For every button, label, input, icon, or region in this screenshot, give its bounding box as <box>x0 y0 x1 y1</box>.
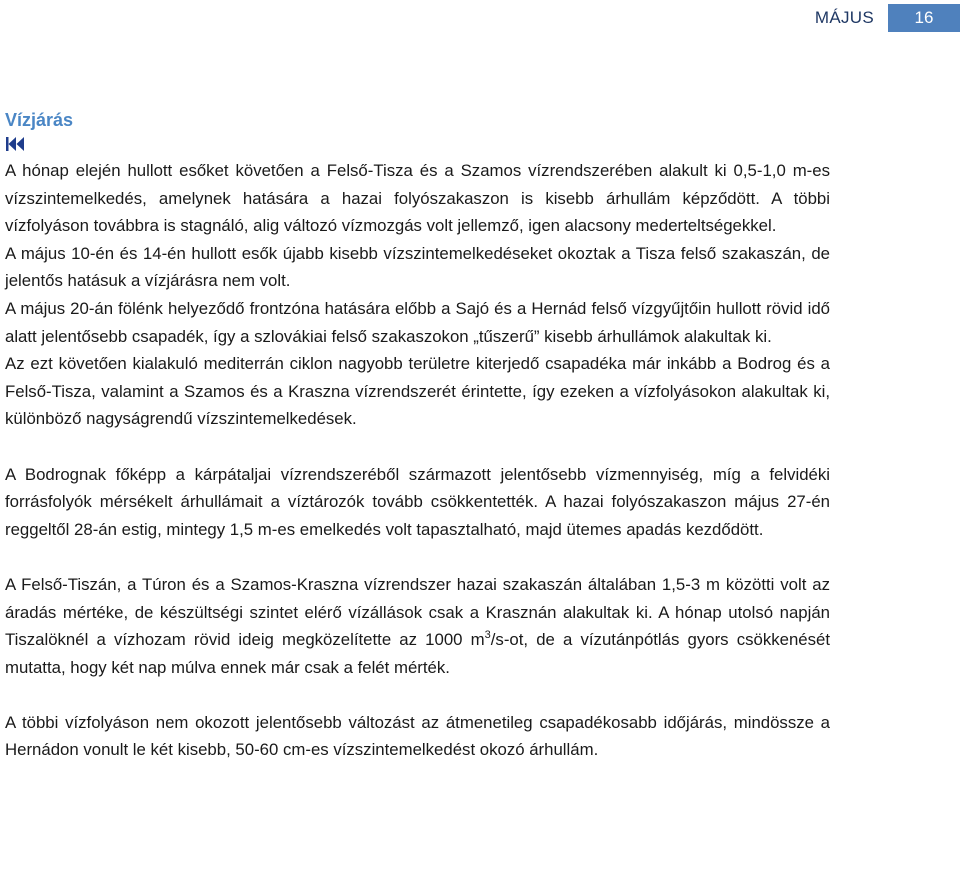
main-content <box>5 106 830 764</box>
paragraph-1: A hónap elején hullott esőket követően a Felső-Tisza és a Szamos vízrendszerében alakult ki 0,5-1,0 m-es vízszintemelkedés, amelynek hatására a hazai folyószakaszon is kisebb árhullám képződött. A többi vízfolyáson továbbra is stagnáló, alig változó vízmozgás volt jellemző, igen alacsony mederteltségekkel. <box>5 161 830 236</box>
header-month: MÁJUS <box>814 8 874 27</box>
paragraph-4: Az ezt követően kialakuló mediterrán ciklon nagyobb területre kiterjedő csapadéka már inkább a Bodrog és a Felső-Tisza, valamint a Szamos és a Kraszna vízrendszerét érintette, így ezeken a vízfolyásokon alakultak ki, különböző nagyságrendű vízszintemelkedések. <box>5 354 830 429</box>
paragraph-6-text-b: /s-ot, de a vízutánpótlás gyors csökkenését mutatta, hogy két nap múlva ennek már csak a felét mérték. <box>5 630 830 677</box>
paragraph-2: A május 10-én és 14-én hullott esők újabb kisebb vízszintemelkedéseket okoztak a Tisza felső szakaszán, de jelentős hatásuk a vízjárásra nem volt. <box>5 243 830 291</box>
section-title: Vízjárás <box>5 110 74 130</box>
page-number-badge: 16 <box>888 4 960 32</box>
paragraph-7: A többi vízfolyáson nem okozott jelentősebb változást az átmenetileg csapadékosabb időjárás, mindössze a Hernádon vonult le két kisebb, 50-60 cm-es vízszintemelkedést okozó árhullám. <box>5 712 830 760</box>
skip-back-icon[interactable] <box>5 136 25 152</box>
superscript-3: 3 <box>484 628 491 641</box>
paragraph-6-text-a: A Felső-Tiszán, a Túron és a Szamos-Kraszna vízrendszer hazai szakaszán általában 1,5-3 m közötti volt az áradás mértéke, de készültségi szintet elérő vízállások csak a Krasznán alakultak ki. A hónap utolsó napján Tiszalöknél a vízhozam rövid ideig megközelítette az 1000 m <box>5 574 830 650</box>
paragraph-5: A Bodrognak főképp a kárpátaljai vízrendszeréből származott jelentősebb vízmennyiség, míg a felvidéki forrásfolyók mérsékelt árhullámait a víztározók tovább csökkentették. A hazai folyószakaszon május 27-én reggeltől 28-án estig, mintegy 1,5 m-es emelkedés volt tapasztalható, majd ütemes apadás kezdődött. <box>5 464 830 539</box>
page-header <box>815 4 960 32</box>
paragraph-3: A május 20-án fölénk helyeződő frontzóna hatására előbb a Sajó és a Hernád felső vízgyűjtőin hullott rövid idő alatt jelentősebb csapadék, így a szlovákiai felső szakaszokon „tűszerű” kisebb árhullámok alakultak ki. <box>5 298 830 346</box>
paragraph-6 <box>5 571 830 681</box>
